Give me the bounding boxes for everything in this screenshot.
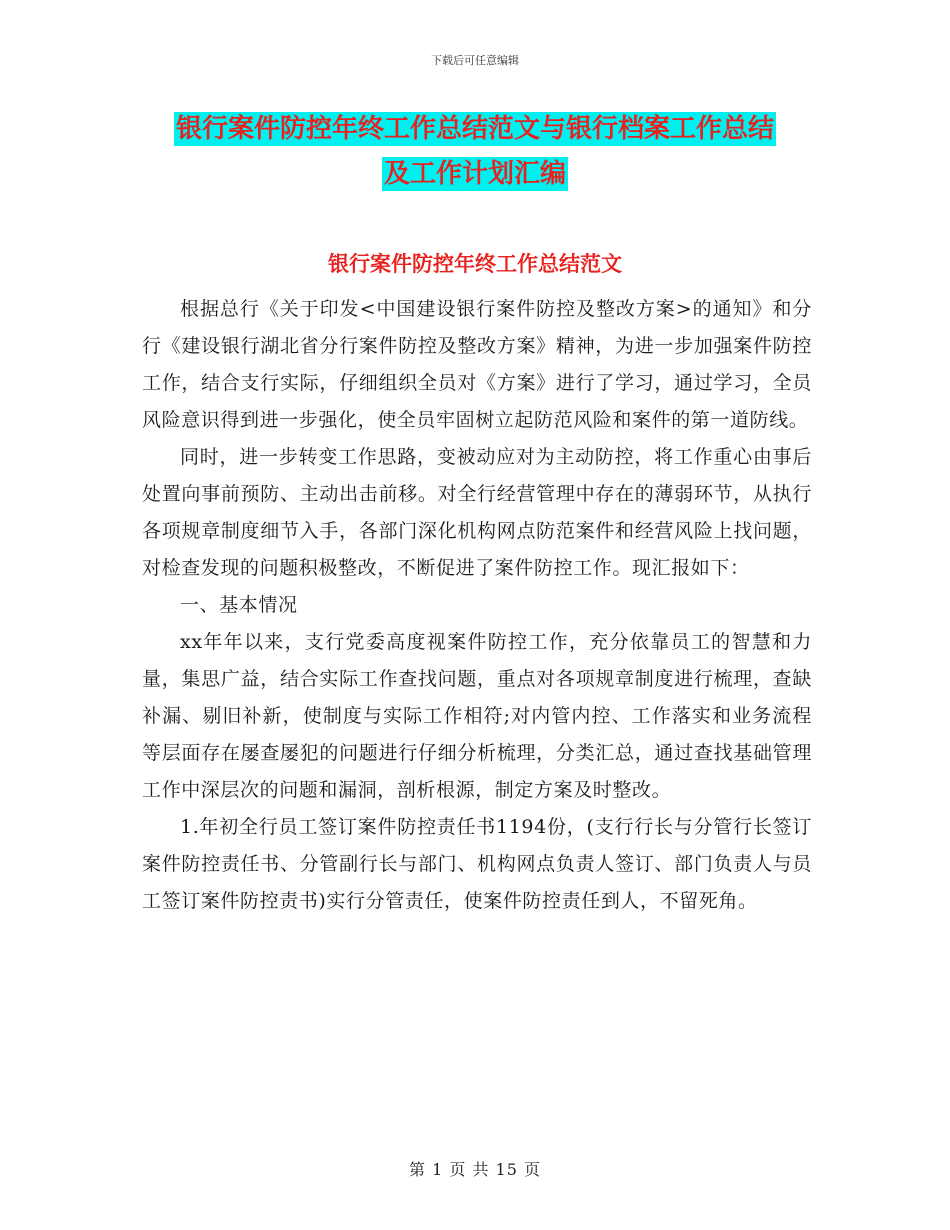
- document-title-line-2: [0, 157, 950, 191]
- paragraph-4: 1.年初全行员工签订案件防控责任书1194份，(支行行长与分管行长签订案件防控责任书、分管副行长与部门、机构网点负责人签订、部门负责人与员工签订案件防控责书)实行分管责任，使案件防控责任到人，不留死角。: [142, 816, 812, 912]
- document-body: [142, 291, 812, 920]
- header-note: 下载后可任意编辑: [431, 54, 519, 67]
- paragraph-2: 同时，进一步转变工作思路，变被动应对为主动防控，将工作重心由事后处置向事前预防、主动出击前移。对全行经营管理中存在的薄弱环节，从执行各项规章制度细节入手，各部门深化机构网点防范案件和经营风险上找问题，对检查发现的问题积极整改，不断促进了案件防控工作。现汇报如下：: [142, 446, 812, 579]
- paragraph-3: xx年年以来，支行党委高度视案件防控工作，充分依靠员工的智慧和力量，集思广益，结合实际工作查找问题，重点对各项规章制度进行梳理，查缺补漏、剔旧补新，使制度与实际工作相符;对内管内控、工作落实和业务流程等层面存在屡查屡犯的问题进行仔细分析梳理，分类汇总，通过查找基础管理工作中深层次的问题和漏洞，剖析根源，制定方案及时整改。: [142, 631, 812, 801]
- document-title-line-1: [0, 112, 950, 146]
- paragraph-1: 根据总行《关于印发<中国建设银行案件防控及整改方案>的通知》和分行《建设银行湖北省分行案件防控及整改方案》精神，为进一步加强案件防控工作，结合支行实际，仔细组织全员对《方案》进行了学习，通过学习，全员风险意识得到进一步强化，使全员牢固树立起防范风险和案件的第一道防线。: [142, 298, 812, 431]
- paragraph-heading-basic-situation: 一、基本情况: [180, 594, 298, 616]
- document-title-text-2: 及工作计划汇编: [383, 159, 566, 189]
- page-number: 第 1 页 共 15 页: [409, 1160, 541, 1179]
- document-title-text-1: 银行案件防控年终工作总结范文与银行档案工作总结: [175, 114, 774, 144]
- section-title: 银行案件防控年终工作总结范文: [328, 252, 622, 276]
